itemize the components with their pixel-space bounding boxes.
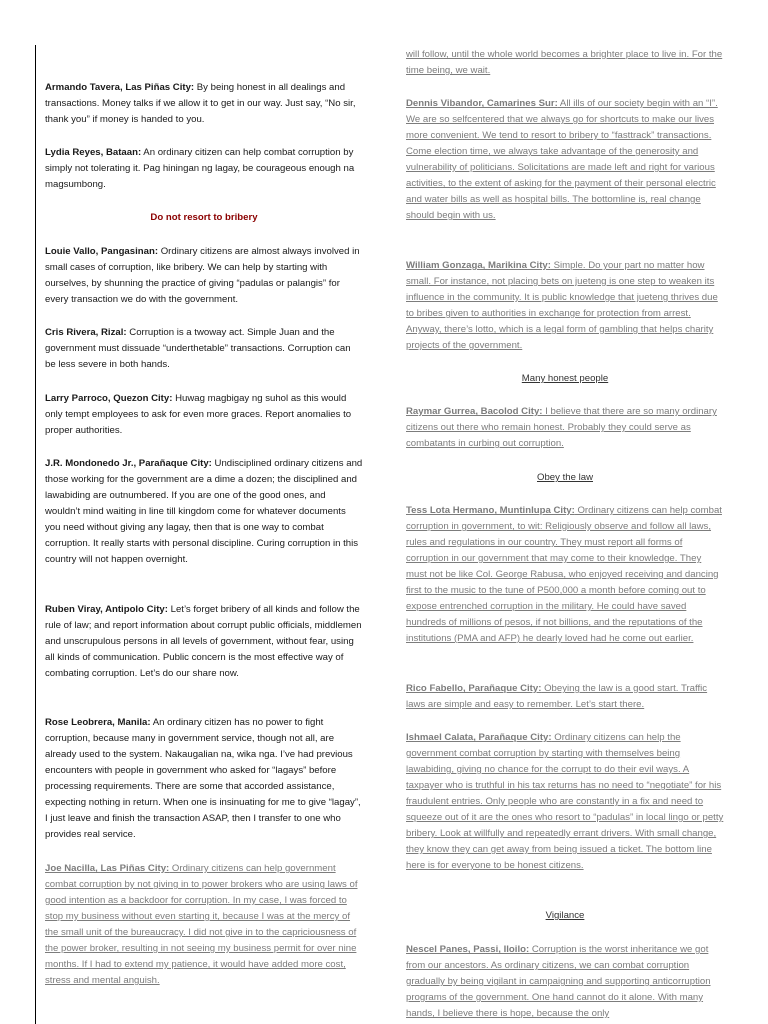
heading-honest: Many honest people bbox=[521, 373, 609, 384]
comment-parroco bbox=[45, 391, 363, 439]
commenter-name: Ruben Viray, Antipolo City: bbox=[45, 604, 168, 615]
comment-text: Let’s forget bribery of all kinds and follow the rule of law; and report information about corrupt public officials, middlemen and unscrupulous persons in all levels of government, without fear, using all kinds of communication. Public concern is the most effective way of combating corruption. Let’s do our share now. bbox=[45, 604, 362, 679]
comment-hermano bbox=[406, 503, 724, 647]
commenter-name: J.R. Mondonedo Jr., Parañaque City: bbox=[45, 458, 212, 469]
commenter-name: Rico Fabello, Parañaque City: bbox=[406, 683, 542, 694]
commenter-name: Larry Parroco, Quezon City: bbox=[45, 393, 173, 404]
comment-vibandor bbox=[406, 96, 724, 224]
commenter-name: William Gonzaga, Marikina City: bbox=[406, 260, 551, 271]
comment-gurrea bbox=[406, 404, 724, 452]
comment-leobrera bbox=[45, 715, 363, 843]
comment-gonzaga bbox=[406, 258, 724, 354]
comment-text: An ordinary citizen has no power to fight corruption, because many in government service, though not all, are already used to the system. Nakaugalian na, wika nga. I’ve had previous encounters with people in government who asked for “lagays” before processing requirements. There are some that accorded assistance, expecting nothing in return. When one is insinuating for me to give “lagay”, I just leave and finish the transaction ASAP, then I transfer to one who provides real service. bbox=[45, 717, 361, 840]
comment-viray bbox=[45, 602, 363, 682]
commenter-name: Ishmael Calata, Parañaque City: bbox=[406, 732, 552, 743]
comment-text: All ills of our society begin with an “I”. We are so selfcentered that we always go for shortcuts to make our lives more convenient. We tend to resort to bribery to “fasttrack” transactions. Come election time, we always take advantage of the generosity and vulnerability of politicians. Solicitations are made left and right for various activities, to the extent of asking for the payment of their personal electric and water bills as well as hospital bills. The bottomline is, real change should begin with us. bbox=[406, 98, 718, 221]
commenter-name: Cris Rivera, Rizal: bbox=[45, 327, 127, 338]
commenter-name: Tess Lota Hermano, Muntinlupa City: bbox=[406, 505, 575, 516]
comment-text: will follow, until the whole world becomes a brighter place to live in. For the time being, we wait. bbox=[406, 49, 723, 76]
comment-text: By being honest in all dealings and transactions. Money talks if we allow it to get in our way. Just say, “No sir, thank you” if money is handed to you. bbox=[45, 82, 356, 125]
comment-text: I believe that there are so many ordinary citizens out there who remain honest. Probably they could serve as combatants in curbing out corruption. bbox=[406, 406, 717, 449]
commenter-name: Armando Tavera, Las Piñas City: bbox=[45, 82, 195, 93]
commenter-name: Lydia Reyes, Bataan: bbox=[45, 147, 142, 158]
comment-text: Huwag magbigay ng suhol as this would only tempt employees to ask for even more graces. Report anomalies to proper authorities. bbox=[45, 393, 352, 436]
heading-vigilance: Vigilance bbox=[545, 910, 585, 921]
comment-panes bbox=[406, 942, 724, 1022]
heading-law: Obey the law bbox=[537, 472, 593, 483]
comment-reyes bbox=[45, 145, 363, 193]
comment-text: Ordinary citizens can help government combat corruption by not giving in to power brokers who are using laws of good intention as a backdoor for corruption. In my case, I was forced to stop my business without even starting it, because I was at the mercy of the small unit of the bureaucracy. I did not give in to the capriciousness of the power broker, resulting in not seeing my business permit for over nine months. If I had to extend my patience, it would have added more cost, stress and mental anguish. bbox=[45, 863, 358, 986]
commenter-name: Joe Nacilla, Las Piñas City: bbox=[45, 863, 170, 874]
comment-text: Corruption is a twoway act. Simple Juan and the government must dissuade “underthetable” transactions. Corruption can be less severe in both hands. bbox=[45, 327, 351, 370]
comment-mondonedo bbox=[45, 456, 363, 568]
comment-text: An ordinary citizen can help combat corruption by simply not tolerating it. Pag hiningan ng lagay, be courageous enough na magsumbong. bbox=[45, 147, 355, 190]
comment-continuation bbox=[406, 47, 724, 79]
commenter-name: Dennis Vibandor, Camarines Sur: bbox=[406, 98, 558, 109]
commenter-name: Nescel Panes, Passi, Iloilo: bbox=[406, 944, 530, 955]
comment-text: Undisciplined ordinary citizens and those working for the government are a dime a dozen; the disciplined and lawabiding are outnumbered. If you are one of the good ones, and wouldn’t mind waiting in line till kingdom come for whatever documents you need without giving any lagay, then that is one way to combat corruption. It really starts with personal discipline. Curing corruption in this country will not happen overnight. bbox=[45, 458, 363, 565]
margin-rule bbox=[35, 45, 36, 1024]
heading-bribery: Do not resort to bribery bbox=[150, 212, 258, 223]
commenter-name: Rose Leobrera, Manila: bbox=[45, 717, 151, 728]
comment-text: Ordinary citizens can help the government combat corruption by starting with themselves being lawabiding, giving no chance for the corrupt to do their evil ways. A taxpayer who is truthful in his tax returns has no need to “negotiate” for his fraudulent entries. Only people who are constantly in a fix and need to squeeze out of it are the ones who resort to “padulas” in local lingo or petty bribery. Look at willfully and repeatedly errant drivers. With small change, they know they can get away from being issued a ticket. The bottom line here is for everyone to be honest citizens. bbox=[406, 732, 724, 871]
comment-text: Ordinary citizens can help combat corruption in government, to wit: Religiously observe and follow all laws, rules and regulations in our country. They must report all forms of corruption in our government that may come to their knowledge. They must not be like Col. George Rabusa, who enjoyed receiving and dancing first to the music to the tune of P500,000 a month before coming out to expose entrenched corruption in the military. He could have saved hundreds of millions of pesos, if not billions, and the reputations of the institutions (PMA and AFP) he dearly loved had he come out earlier. bbox=[406, 505, 722, 644]
comment-text: Ordinary citizens are almost always involved in small cases of corruption, like bribery. We can help by starting with ourselves, by shunning the practice of giving “padulas or palangis” for every transaction we do with the government. bbox=[45, 246, 360, 305]
comment-text: Obeying the law is a good start. Traffic laws are simple and easy to remember. Let’s start there. bbox=[406, 683, 708, 710]
comment-text: Corruption is the worst inheritance we got from our ancestors. As ordinary citizens, we can combat corruption gradually by being vigilant in campaigning and supporting anticorruption programs of the government. One hand cannot do it alone. With many hands, I believe there is hope, because the only bbox=[406, 944, 711, 1019]
comment-fabello bbox=[406, 681, 724, 713]
commenter-name: Raymar Gurrea, Bacolod City: bbox=[406, 406, 543, 417]
comment-vallo bbox=[45, 244, 363, 308]
comment-rivera bbox=[45, 325, 363, 373]
comment-nacilla bbox=[45, 861, 363, 989]
commenter-name: Louie Vallo, Pangasinan: bbox=[45, 246, 159, 257]
comment-tavera bbox=[45, 80, 363, 128]
comment-text: Simple. Do your part no matter how small. For instance, not placing bets on jueteng is one step to weaken its influence in the community. It is public knowledge that jueteng thrives due to bribes given to authorities in exchange for protection from arrest. Anyway, there’s lotto, which is a legal form of gambling that helps charity projects of the government. bbox=[406, 260, 718, 351]
comment-calata bbox=[406, 730, 724, 874]
